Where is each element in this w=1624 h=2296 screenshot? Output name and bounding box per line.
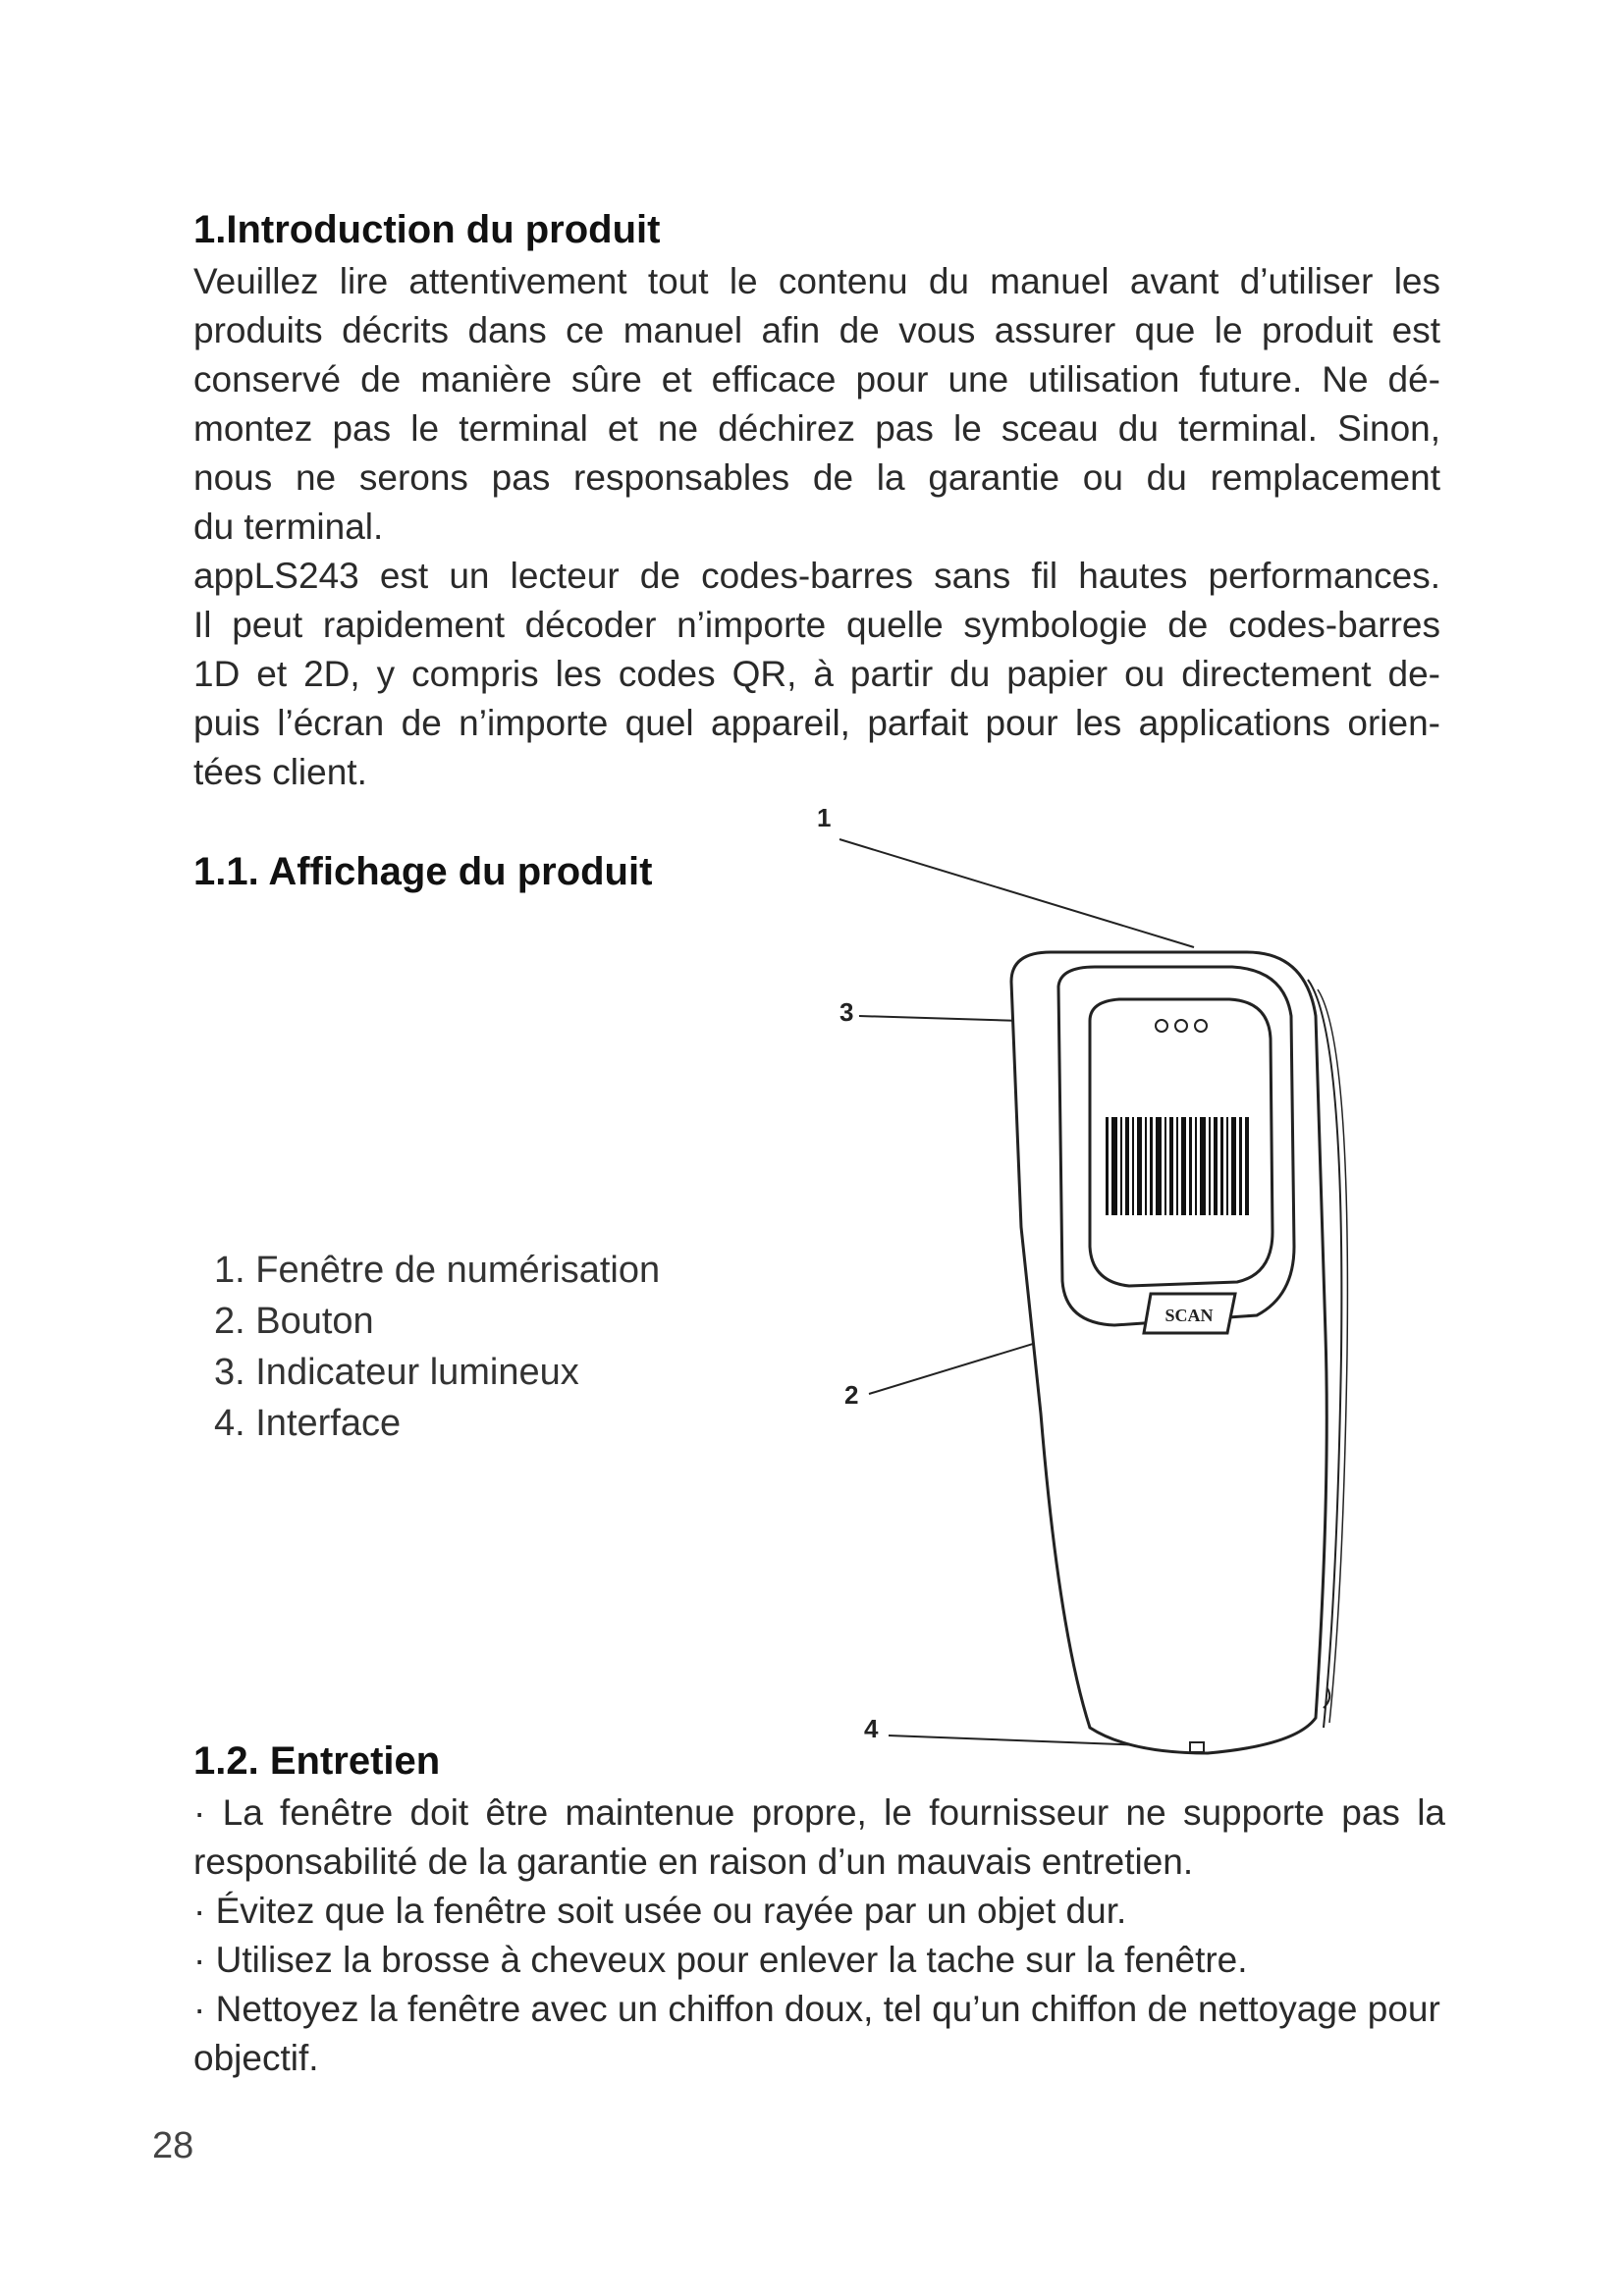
description-line: Il peut rapidement décoder n’importe quelle symbologie de codes-barres [193, 605, 1440, 645]
indicator-light-icon [1156, 1020, 1167, 1032]
maintenance-list [193, 1789, 1445, 2083]
barcode-icon [1106, 1117, 1249, 1215]
component-item: 3. Indicateur lumineux [214, 1352, 579, 1393]
component-list [214, 1245, 660, 1449]
interface-port [1190, 1742, 1204, 1752]
scan-button-label: SCAN [1164, 1306, 1214, 1325]
intro-line: Veuillez lire attentivement tout le contenu du manuel avant d’utiliser les [193, 261, 1440, 301]
intro-line: montez pas le terminal et ne déchirez pas le sceau du terminal. Sinon, [193, 408, 1440, 449]
scanner-illustration [817, 803, 1394, 1787]
maintenance-item: · Nettoyez la fenêtre avec un chiffon doux, tel qu’un chiffon de nettoyage pour objectif. [193, 1989, 1440, 2078]
callout-number-1: 1 [817, 803, 832, 832]
section-title-maintenance: 1.2. Entretien [193, 1739, 441, 1783]
leader-line-1 [839, 839, 1194, 947]
maintenance-item: · Utilisez la brosse à cheveux pour enlever la tache sur la fenêtre. [193, 1940, 1248, 1980]
component-item: 4. Interface [214, 1403, 402, 1444]
callout-number-3: 3 [839, 997, 854, 1027]
callout-number-4: 4 [864, 1714, 879, 1743]
description-line: 1D et 2D, y compris les codes QR, à partir du papier ou directement de- [193, 654, 1440, 694]
indicator-light-icon [1175, 1020, 1187, 1032]
maintenance-item: · Évitez que la fenêtre soit usée ou rayée par un objet dur. [193, 1891, 1127, 1931]
description-line: appLS243 est un lecteur de codes-barres sans fil hautes performances. [193, 556, 1440, 596]
description-line: puis l’écran de n’importe quel appareil, parfait pour les applications orien- [193, 703, 1440, 743]
intro-line: nous ne serons pas responsables de la garantie ou du remplacement [193, 457, 1440, 498]
intro-paragraph [193, 257, 1440, 552]
maintenance-item: · La fenêtre doit être maintenue propre, le fournisseur ne supporte pas la responsabilité de la garantie en raison d’un mauvais entretien. [193, 1792, 1445, 1882]
intro-line: produits décrits dans ce manuel afin de vous assurer que le produit est [193, 310, 1440, 350]
indicator-light-icon [1195, 1020, 1207, 1032]
product-description-paragraph [193, 552, 1440, 797]
section-title-product-display: 1.1. Affichage du produit [193, 850, 653, 893]
component-item: 2. Bouton [214, 1301, 374, 1342]
component-item: 1. Fenêtre de numérisation [214, 1250, 661, 1291]
intro-line: du terminal. [193, 507, 384, 547]
intro-line: conservé de manière sûre et efficace pour une utilisation future. Ne dé- [193, 359, 1440, 400]
callout-number-2: 2 [844, 1380, 859, 1410]
page-number: 28 [152, 2125, 194, 2166]
description-line: tées client. [193, 752, 367, 792]
section-title-introduction: 1.Introduction du produit [193, 208, 661, 251]
